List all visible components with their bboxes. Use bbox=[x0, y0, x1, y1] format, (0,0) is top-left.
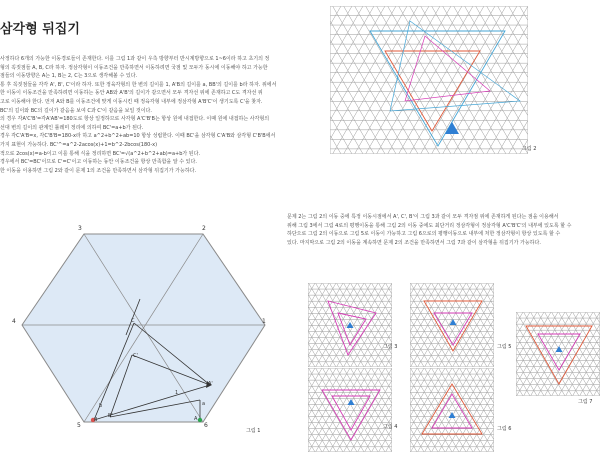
intro-line: 한 이동이 이동조건을 만족하려면 이동하는 동안 AB와 A'B'의 길이가 같으면서 모두 격자선 위에 존재하고 C도 격자선 위 bbox=[0, 90, 263, 97]
grid-line bbox=[330, 6, 363, 154]
hex-vertex-label: 3 bbox=[78, 225, 82, 232]
grid-line bbox=[467, 368, 494, 452]
point-label: A bbox=[194, 416, 198, 422]
hex-vertex-label: 1 bbox=[262, 318, 266, 325]
grid-line bbox=[330, 6, 407, 154]
intro-line: 의 경우 각A'C'B'=각A'AB'=180도로 항상 일정하므로 사각형 A'C'B'B는 항상 원에 내접한다. 이때 원에 내접하는 사각형의 bbox=[0, 116, 270, 123]
figure-5-grid bbox=[410, 283, 494, 367]
grid-line bbox=[481, 368, 494, 452]
grid-line bbox=[330, 6, 385, 154]
grid-line bbox=[330, 6, 352, 154]
grid-frame bbox=[410, 368, 494, 452]
page-title: 삼각형 뒤집기 bbox=[0, 22, 80, 37]
second-paragraph bbox=[287, 213, 600, 247]
grid-frame bbox=[308, 368, 392, 452]
intro-line: 선대 변의 길이의 관계인 톨레미 정리에 의하여 BC'=a+b가 된다. bbox=[0, 124, 144, 131]
segment-label: a bbox=[202, 401, 206, 407]
figure-5-caption: 그림 5 bbox=[497, 344, 512, 350]
triangle-outline-inner bbox=[432, 394, 472, 428]
figure-1-caption: 그림 1 bbox=[246, 428, 261, 434]
grid-line bbox=[365, 283, 392, 367]
point-label: B bbox=[94, 417, 98, 423]
grid-line bbox=[498, 6, 528, 154]
grid-line bbox=[330, 6, 352, 154]
grid-line bbox=[365, 283, 392, 367]
intro-line: 경우에서 BC'=BC'이므로 C'=C'이고 이동하는 동안 이동조건을 항상 만족함을 알 수 있다. bbox=[0, 159, 197, 166]
hex-vertex-label: 6 bbox=[204, 422, 208, 429]
grid-line bbox=[520, 6, 528, 154]
second-line: 하단으로 그림 2의 이동으로 그림 5로 이동이 가능하고 그림 6으로의 평행이동으로 내부에 처한 정삼각형이 항상 있도록 할 수 bbox=[287, 231, 561, 238]
triangular-grid bbox=[516, 312, 600, 396]
second-line: 있다. 마지막으로 그림 2의 이동을 계속하면 문제 2의 조건을 만족하면서 그림 7과 같이 삼각형을 뒤집기가 가능하다. bbox=[287, 239, 541, 246]
point-label: A' bbox=[208, 381, 213, 387]
grid-line bbox=[587, 312, 600, 396]
grid-line bbox=[379, 283, 392, 367]
figure-3-caption: 그림 3 bbox=[383, 344, 398, 350]
figure-3-grid bbox=[308, 283, 392, 367]
second-line: 위해 그림 3에서 그림 4로의 평행이동을 통해 그림 2의 이동 중에도 최단거리 정삼각형이 정삼각형 A'C'B'C'의 내부에 있도록 할 수 bbox=[287, 222, 572, 229]
intro-line: 경우 각C'A'B=x, 각C'B'B=180-x라 하고 a^2+b^2+ab=10 항상 성립한다. 이때 BC'을 삼각형 C'A'B와 삼각형 C'B'B에서 bbox=[0, 133, 276, 140]
grid-line bbox=[520, 6, 528, 154]
grid-line bbox=[481, 368, 494, 452]
intro-line: 한 이동을 이용하면 그림 2와 같이 문제 1의 조건을 만족하면서 삼각형 뒤집기가 가능하다. bbox=[0, 167, 197, 174]
intro-line: 형의 꼭짓점들 A, B, C라 하자. 정삼각형이 이동조건을 만족하면서 이동하려면 국점 및 모두가 동시에 이동해야 하고 가능한 bbox=[0, 64, 268, 71]
figure-4-caption: 그림 4 bbox=[383, 424, 398, 430]
figure-2-grid bbox=[330, 6, 528, 154]
grid-line bbox=[476, 6, 528, 154]
grid-line bbox=[498, 6, 528, 154]
grid-line bbox=[481, 283, 494, 367]
hex-vertex-label: 4 bbox=[12, 318, 16, 325]
segment-label: 1 bbox=[175, 390, 179, 396]
triangular-grid bbox=[410, 368, 494, 452]
grid-line bbox=[330, 6, 363, 154]
grid-line bbox=[481, 283, 494, 367]
point-label: C bbox=[131, 318, 135, 324]
grid-line bbox=[587, 312, 600, 396]
figure-2-caption: 그림 2 bbox=[522, 146, 537, 152]
grid-line bbox=[467, 283, 494, 367]
intro-line: 점들의 이동방향은 A는 1, B는 2, C는 3으로 생각해볼 수 있다. bbox=[0, 73, 138, 80]
triangular-grid bbox=[330, 6, 528, 154]
grid-line bbox=[379, 368, 392, 452]
triangle-solid-small bbox=[556, 346, 563, 352]
grid-line bbox=[467, 283, 494, 367]
figure-1-hexagon bbox=[0, 195, 285, 460]
figure-6-caption: 그림 6 bbox=[497, 426, 512, 432]
intro-line: 적으로 2cos(x)=a-b이고 이를 통해 식을 정리하면 BC'=√(a^2+b^2+ab)=a+b가 된다. bbox=[0, 150, 201, 157]
hex-vertex-label: 5 bbox=[77, 422, 81, 429]
figure-7-grid bbox=[516, 312, 600, 396]
point-label: C' bbox=[133, 353, 138, 359]
segment-label: b bbox=[99, 403, 103, 409]
grid-line bbox=[379, 368, 392, 452]
triangle-solid-small bbox=[348, 399, 355, 405]
intro-line: BC'의 길이와 BC의 길이가 같음을 보여 C과 C'이 같음을 보일 것이다. bbox=[0, 107, 152, 114]
triangle-solid-small bbox=[449, 412, 456, 418]
grid-line bbox=[573, 312, 600, 396]
second-line: 문제 2는 그림 2의 이동 중에 특정 이동시점에서 A', C', B'이 그림 3과 같이 모두 격자점 위에 존재하게 된다는 점을 이용해서 bbox=[287, 214, 559, 220]
intro-line: 가지 표현이 가능하다. BC'^=a^2-2acos(x)+1=b^2-2bcos(180-x) bbox=[0, 141, 158, 148]
grid-line bbox=[573, 312, 600, 396]
grid-frame bbox=[516, 312, 600, 396]
grid-line bbox=[330, 6, 385, 154]
figure-6-grid bbox=[410, 368, 494, 452]
intro-paragraph bbox=[0, 55, 300, 175]
point-a-marker bbox=[198, 418, 202, 422]
hex-vertex-label: 2 bbox=[202, 225, 206, 232]
intro-line: 통 후 꼭짓점들을 각각 A', B', C'이라 하자. 또한 정육각형의 한 변의 길이를 1, A'B의 길이를 a, BB'의 길이를 b라 하자. 위에서 bbox=[0, 81, 277, 88]
point-label: B' bbox=[108, 413, 113, 419]
grid-line bbox=[476, 6, 528, 154]
figure-7-caption: 그림 7 bbox=[578, 399, 593, 405]
grid-line bbox=[467, 368, 494, 452]
grid-line bbox=[379, 283, 392, 367]
triangular-grid bbox=[308, 368, 392, 452]
figure-4-grid bbox=[308, 368, 392, 452]
intro-line: 고로 이동해야 한다. 먼저 A와 B를 이동조건에 맞게 이동시킨 때 정육각형 내부에 정삼각형 A'B'C'이 생기도록 C'을 찾자. bbox=[0, 98, 263, 105]
grid-line bbox=[330, 6, 407, 154]
intro-line: 사정하다 6개의 가능한 이동경로들이 존재한다. 이를 그림 1과 같이 우측 방향부터 반시계방향으로 1~6이라 하고 초기의 정 bbox=[0, 56, 270, 62]
